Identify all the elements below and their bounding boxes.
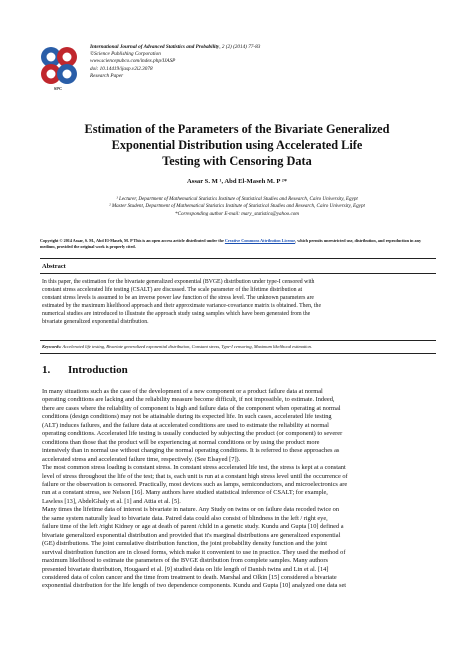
divider bbox=[40, 353, 436, 354]
divider bbox=[40, 340, 436, 341]
journal-url[interactable]: www.sciencepubco.com/index.php/IJASP bbox=[90, 58, 176, 65]
journal-name: International Journal of Advanced Statistics and Probability bbox=[90, 44, 220, 50]
license-link[interactable]: Creative Commons Attribution License bbox=[224, 238, 296, 243]
title-line: Exponential Distribution using Accelerated Life bbox=[111, 138, 363, 152]
title-line: Estimation of the Parameters of the Bivariate Generalized bbox=[84, 122, 390, 136]
affiliations bbox=[40, 196, 434, 218]
author-list: Assar S. M ¹, Abd El-Maseh M. P ²* bbox=[187, 178, 287, 185]
copyright-notice: Copyright © 2014 Assar, S. M., Abd El-Maseh, M. P This is an open access article distributed under the Creative Commons Attribution License, which permits unrestricted use, distribution, and reproduction in any medium, provided the original work is properly cited. bbox=[40, 238, 422, 249]
paper-title bbox=[40, 121, 434, 169]
abstract-heading: Abstract bbox=[42, 263, 66, 270]
divider bbox=[40, 258, 436, 259]
title-line: Testing with Censoring Data bbox=[162, 154, 312, 168]
journal-info bbox=[90, 44, 430, 80]
keywords: Keywords: Accelerated life testing, Bivariate generalized exponential distribution, Constant stress, Type-I censoring, Maximum likelihood estimation. bbox=[42, 344, 313, 349]
section-number: 1. bbox=[42, 364, 51, 376]
affiliation-2: ² Master Student, Department of Mathematical Statistics Institute of Statistical Studies and Research, Cairo University, Egypt bbox=[109, 203, 365, 210]
article-type: Research Paper bbox=[90, 72, 124, 79]
affiliation-1: ¹ Lecturer, Department of Mathematical Statistics Institute of Statistical Studies and Research, Cairo University, Egypt bbox=[116, 196, 358, 202]
section-title: Introduction bbox=[68, 364, 128, 376]
corresponding-author: *Corresponding author E-mail: mary_statistics@yahoo.com bbox=[175, 210, 299, 217]
journal-issue: , 2 (2) (2014) 77-83 bbox=[219, 44, 261, 50]
logo-caption: SPC bbox=[53, 86, 63, 91]
journal-doi[interactable]: doi: 10.14419/ijasp.v2i2.3078 bbox=[90, 65, 153, 72]
introduction-text: In many situations such as the case of the development of a new component or a product failure data at normal operating conditions are lacking and the reliability measure become difficult, if not impossible, to estimate. Indeed, there are cases where the reliability of component is high and failure data of the component when operating at normal conditions (design conditions) may not be attainable during its expected life. In such cases, accelerated life testing (ALT) induces failures, and the failure data at accelerated conditions are used to estimate the reliability at normal operating conditions. Accelerated life testing is usually conducted by subjecting the product (or component) to severer conditions than those that the product will be experiencing at normal conditions or by using the product more intensively than in normal use without changing the normal operating conditions. It is referred to these approaches as accelerated stress and accelerated failure time, respectively. (See Elsayed [7]). The most common stress loading is constant stress. In constant stress accelerated life test, the stress is kept at a constant level of stress throughout the life of the test; that is, each unit is run at a constant high stress level until the occurrence of failure or the observation is censored. Practically, most devices such as lamps, semiconductors, and microelectronics are run at a constant stress, see Nelson [16]. Many authors have studied statistical inference of CSALT; for example, Lawless [13], AbdelGhaly et al. [1] and Attia et al. [5]. Many times the lifetime data of interest is bivariate in nature. Any Study on twins or on failure data recoded twice on the same system naturally lead to bivariate data. Paired data could also consist of blindness in the left / right eye, failure time of the left /right Kidney or age at death of parent /child in a genetic study. Kundu and Gupta [10] defined a bivariate generalized exponential distribution and provided that it's marginal distributions are generalized exponential (GE) distributions. The joint cumulative distribution function, the joint probability density function and the joint survival distribution function are in closed forms, which make it convenient to use in practice. They used the method of maximum likelihood to estimate the parameters of the BVGE distribution from complete samples. Many authors presented bivariate distribution, Hougaard et al. [9] studied data on life length of Danish twins and Lin et al. [14] considered data of colon cancer and the time from treatment to death. Marshal and Olkin [15] considered a bivariate exponential distribution for the life length of two dependence components. Kundu and Gupta [10] analyzed one data set bbox=[42, 388, 348, 590]
section-heading bbox=[42, 364, 128, 376]
abstract-text: In this paper, the estimation for the bivariate generalized exponential (BVGE) distribution under type-I censored with constant stress accelerated life testing (CSALT) are discussed. The scale parameter of the lifetime distribution at constant stress levels is assumed to be an inverse power law function of the stress level. The unknown parameters are estimated by the maximum likelihood approach and their approximate variance-covariance matrix is obtained. Then, the numerical studies are introduced to illustrate the approach study using samples which have been generated from the bivariate generalized exponential distribution. bbox=[42, 279, 322, 325]
keywords-label: Keywords: bbox=[42, 344, 62, 349]
journal-publisher: ©Science Publishing Corporation bbox=[90, 51, 161, 58]
divider bbox=[40, 273, 436, 274]
